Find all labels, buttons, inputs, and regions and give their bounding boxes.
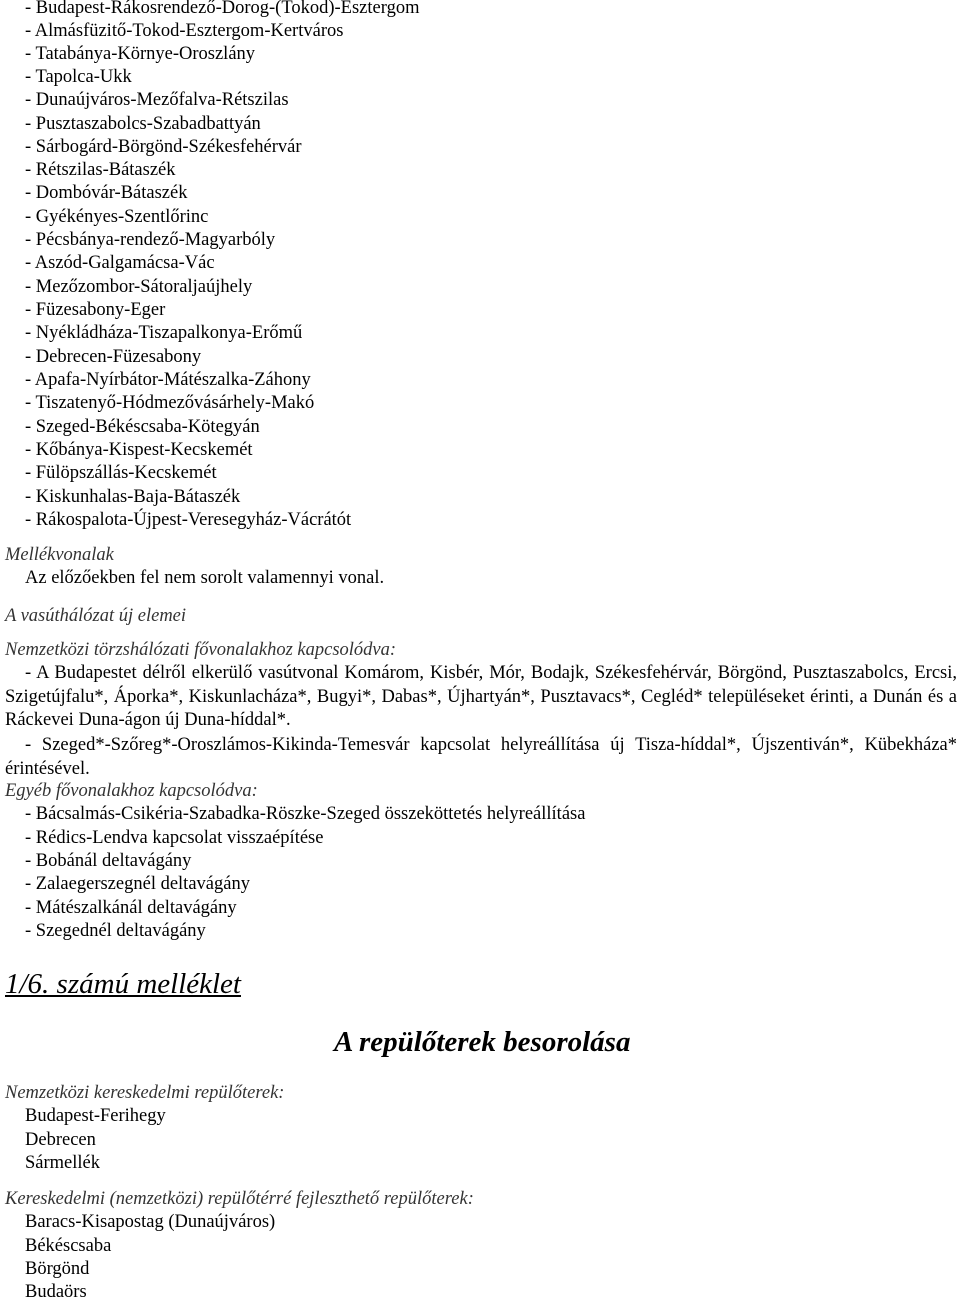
list-item: - Pécsbánya-rendező-Magyarbóly [25, 230, 276, 250]
list-item: - Rákospalota-Újpest-Veresegyház-Vácrátót [25, 510, 352, 530]
list-item: - Szeged-Békéscsaba-Kötegyán [25, 417, 260, 437]
list-item: - Dombóvár-Bátaszék [25, 183, 188, 203]
list-item: Sármellék [25, 1153, 101, 1173]
new-elements-heading: A vasúthálózat új elemei [5, 606, 187, 626]
branch-lines-heading: Mellékvonalak [5, 545, 114, 565]
developable-airports-heading: Kereskedelmi (nemzetközi) repülőtérré fejleszthető repülőterek: [5, 1189, 474, 1209]
list-item: - Szegednél deltavágány [25, 921, 206, 941]
list-item: - Mátészalkánál deltavágány [25, 898, 237, 918]
list-item: - Tiszatenyő-Hódmezővásárhely-Makó [25, 393, 315, 413]
list-item: - Pusztaszabolcs-Szabadbattyán [25, 114, 261, 134]
list-item: - Bobánál deltavágány [25, 851, 192, 871]
list-item: Budaörs [25, 1282, 87, 1302]
page-title: A repülőterek besorolása [334, 1026, 631, 1058]
list-item: - Debrecen-Füzesabony [25, 347, 202, 367]
list-item: - Bácsalmás-Csikéria-Szabadka-Röszke-Szeged összeköttetés helyreállítása [25, 804, 586, 824]
list-item: Békéscsaba [25, 1236, 112, 1256]
list-item: - Rédics-Lendva kapcsolat visszaépítése [25, 828, 324, 848]
list-item: - Sárbogárd-Börgönd-Székesfehérvár [25, 137, 302, 157]
list-item: - Rétszilas-Bátaszék [25, 160, 176, 180]
list-item: - Gyékényes-Szentlőrinc [25, 207, 209, 227]
list-item: - Apafa-Nyírbátor-Mátészalka-Záhony [25, 370, 311, 390]
list-item: Budapest-Ferihegy [25, 1106, 166, 1126]
intl-airports-heading: Nemzetközi kereskedelmi repülőterek: [5, 1083, 285, 1103]
list-item: - Kőbánya-Kispest-Kecskemét [25, 440, 253, 460]
szeged-temesvar-paragraph: - Szeged*-Szőreg*-Oroszlámos-Kikinda-Temesvár kapcsolat helyreállítása új Tisza-híddal*, Újszentiván*, Kübekháza* érintésével. [5, 735, 957, 779]
list-item: - Almásfüzitő-Tokod-Esztergom-Kertváros [25, 21, 344, 41]
list-item: - Tapolca-Ukk [25, 67, 132, 87]
list-item: - Dunaújváros-Mezőfalva-Rétszilas [25, 90, 289, 110]
list-item: - Füzesabony-Eger [25, 300, 166, 320]
list-item: Börgönd [25, 1259, 90, 1279]
list-item: - Budapest-Rákosrendező-Dorog-(Tokod)-Esztergom [25, 0, 420, 18]
list-item: - Fülöpszállás-Kecskemét [25, 463, 217, 483]
list-item: - Zalaegerszegnél deltavágány [25, 874, 250, 894]
intl-mainline-subheading: Nemzetközi törzshálózati fővonalakhoz kapcsolódva: [5, 640, 397, 660]
bypass-line-paragraph: - A Budapestet délről elkerülő vasútvonal Komárom, Kisbér, Mór, Bodajk, Székesfehérvár, Börgönd, Pusztaszabolcs, Ercsi, Szigetújfalu*, Áporka*, Kiskunlacháza*, Bugyi*, Dabas*, Újhartyán*, Pusztavacs*, Cegléd* településeket érinti, a Dunán és a Ráckevei Duna-ágon új Duna-híddal*. [5, 663, 957, 730]
other-mainline-subheading: Egyéb fővonalakhoz kapcsolódva: [5, 781, 258, 801]
list-item: Baracs-Kisapostag (Dunaújváros) [25, 1212, 276, 1232]
list-item: - Aszód-Galgamácsa-Vác [25, 253, 215, 273]
annex-number-title: 1/6. számú melléklet [5, 968, 241, 1000]
list-item: - Nyékládháza-Tiszapalkonya-Erőmű [25, 323, 303, 343]
list-item: - Mezőzombor-Sátoraljaújhely [25, 277, 253, 297]
list-item: - Kiskunhalas-Baja-Bátaszék [25, 487, 241, 507]
list-item: - Tatabánya-Környe-Oroszlány [25, 44, 256, 64]
list-item: Debrecen [25, 1130, 96, 1150]
branch-lines-text: Az előzőekben fel nem sorolt valamennyi vonal. [25, 568, 385, 588]
